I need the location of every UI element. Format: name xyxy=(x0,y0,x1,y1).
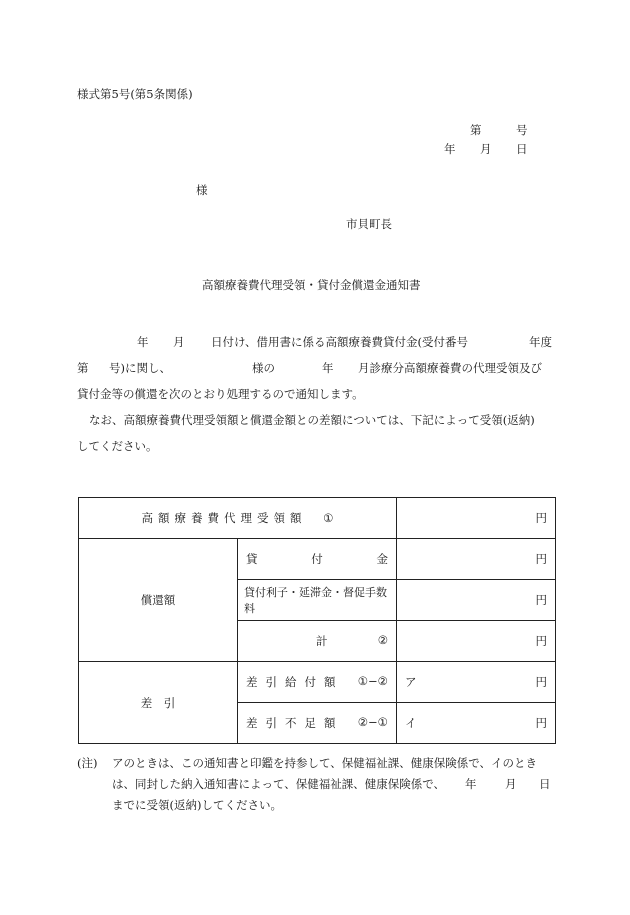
date-year: 年 xyxy=(444,142,456,156)
footnote xyxy=(77,753,552,816)
date-day: 日 xyxy=(516,142,528,156)
difference-group-label: 差 引 xyxy=(79,662,238,744)
net-payment-value-cell: ア 円 xyxy=(397,662,556,703)
document-number-prefix: 第 xyxy=(470,123,482,137)
table-row xyxy=(79,498,556,539)
table-row xyxy=(79,662,556,703)
repayment-group-label: 償還額 xyxy=(79,539,238,662)
table-row xyxy=(79,539,556,580)
body-line-1: 年 月 日付け、借用書に係る高額療養費貸付金(受付番号 年度 xyxy=(137,335,552,349)
footnote-line-3: までに受領(返納)してください。 xyxy=(112,798,282,812)
form-number: 様式第5号(第5条関係) xyxy=(77,87,193,101)
proxy-amount-value-cell: 円 xyxy=(397,498,556,539)
body-paragraph xyxy=(77,329,552,459)
loan-label-cell: 貸 付 金 xyxy=(238,539,397,580)
total-value-cell: 円 xyxy=(397,621,556,662)
body-line-2: 第 号)に関し、 様の 年 月診療分高額療養費の代理受領及び xyxy=(77,361,542,375)
body-line-5: してください。 xyxy=(77,439,158,453)
net-payment-label-cell: 差引給付額 ①−② xyxy=(238,662,397,703)
footnote-line-1: (注) アのときは、この通知書と印鑑を持参して、保健福祉課、健康保険係で、イのとき xyxy=(77,753,552,774)
interest-label-cell: 貸付利子・延滞金・督促手数料 xyxy=(238,580,397,621)
footnote-label: (注) xyxy=(77,756,98,770)
interest-value-cell: 円 xyxy=(397,580,556,621)
settlement-table xyxy=(78,497,556,744)
total-label-cell: 計 ② xyxy=(238,621,397,662)
addressee-suffix: 様 xyxy=(196,183,208,197)
footnote-line-2: は、同封した納入通知書によって、保健福祉課、健康保険係で、 年 月 日 xyxy=(112,777,551,791)
body-line-4: なお、高額療養費代理受領額と償還金額との差額については、下記によって受領(返納) xyxy=(89,413,535,427)
document-number-suffix: 号 xyxy=(516,123,528,137)
body-line-3: 貸付金等の償還を次のとおり処理するので通知します。 xyxy=(77,387,364,401)
shortfall-label-cell: 差引不足額 ②−① xyxy=(238,703,397,744)
proxy-amount-label-cell: 高額療養費代理受領額 ① xyxy=(79,498,397,539)
loan-value-cell: 円 xyxy=(397,539,556,580)
date-month: 月 xyxy=(480,142,492,156)
document-title: 高額療養費代理受領・貸付金償還金通知書 xyxy=(202,278,421,292)
issuer: 市貝町長 xyxy=(346,217,392,231)
shortfall-value-cell: イ 円 xyxy=(397,703,556,744)
